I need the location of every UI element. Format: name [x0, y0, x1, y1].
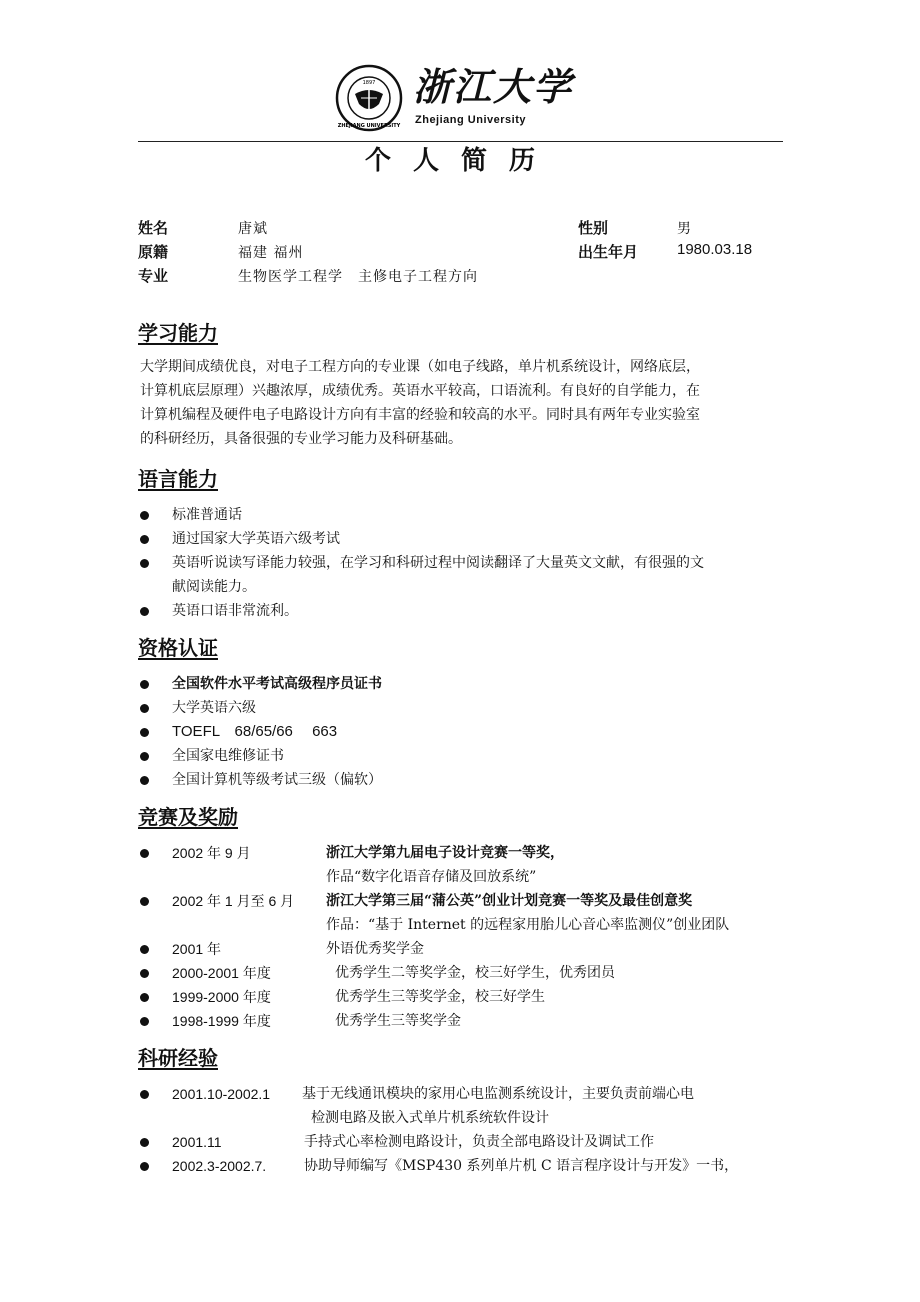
- seal-text: ZHEJIANG UNIVERSITY: [337, 123, 401, 129]
- page-title: 个人简历: [365, 146, 558, 176]
- major-label: 专业: [138, 268, 169, 285]
- bullet-icon: [140, 551, 152, 575]
- language-item: 通过国家大学英语六级考试: [172, 531, 340, 547]
- bullet-icon: [140, 985, 152, 1009]
- study-line: 大学期间成绩优良，对电子工程方向的专业课（如电子线路，单片机系统设计，网络底层，: [140, 359, 700, 375]
- study-line: 计算机编程及硬件电子电路设计方向有丰富的经验和较高的水平。同时具有两年专业实验室: [140, 407, 700, 423]
- cert-item: 全国计算机等级考试三级（偏软）: [172, 772, 382, 788]
- name-value: 唐斌: [238, 221, 268, 237]
- award-text: 优秀学生三等奖学金，校三好学生: [335, 989, 545, 1005]
- language-item: 标准普通话: [172, 507, 242, 523]
- award-date: 1998-1999 年度: [172, 1013, 271, 1029]
- bullet-icon: [140, 527, 152, 551]
- cert-item: 全国家电维修证书: [172, 748, 284, 764]
- section-heading-certs: 资格认证: [138, 638, 218, 660]
- origin-value: 福建 福州: [238, 245, 304, 261]
- bullet-icon: [140, 1154, 152, 1178]
- award-text: 优秀学生三等奖学金: [335, 1013, 461, 1029]
- award-text: 外语优秀奖学金: [326, 941, 424, 957]
- award-text: 作品：“基于 Internet 的远程家用胎儿心音心率监测仪”创业团队: [326, 917, 730, 933]
- bullet-icon: [140, 1009, 152, 1033]
- brand-english: Zhejiang University: [415, 114, 526, 126]
- award-date: 2002 年 1 月至 6 月: [172, 893, 295, 909]
- research-date: 2001.10-2002.1: [172, 1086, 271, 1102]
- university-logo: [335, 64, 585, 134]
- origin-label: 原籍: [138, 244, 169, 261]
- section-heading-study: 学习能力: [138, 323, 218, 345]
- header-rule: [138, 141, 783, 142]
- award-text: 浙江大学第三届“蒲公英”创业计划竞赛一等奖及最佳创意奖: [326, 893, 693, 909]
- award-date: 2000-2001 年度: [172, 965, 271, 981]
- bullet-icon: [140, 672, 152, 696]
- bullet-icon: [140, 720, 152, 744]
- bullet-icon: [140, 768, 152, 792]
- award-date: 1999-2000 年度: [172, 989, 271, 1005]
- bullet-icon: [140, 841, 152, 865]
- seal-year: 1897: [362, 80, 376, 86]
- award-text: 作品“数字化语音存储及回放系统”: [326, 869, 537, 885]
- bullet-icon: [140, 503, 152, 527]
- brand-chinese: 浙江大学: [413, 64, 574, 109]
- research-text: 检测电路及嵌入式单片机系统软件设计: [311, 1110, 549, 1126]
- research-date: 2001.11: [172, 1134, 222, 1150]
- university-seal-icon: [335, 64, 403, 132]
- bullet-icon: [140, 1130, 152, 1154]
- bullet-icon: [140, 1082, 152, 1106]
- award-text: 浙江大学第九届电子设计竞赛一等奖，: [326, 845, 564, 861]
- cert-item: 大学英语六级: [172, 700, 256, 716]
- gender-label: 性别: [578, 220, 609, 237]
- language-item: 英语听说读写译能力较强，在学习和科研过程中阅读翻译了大量英文文献，有很强的文: [172, 555, 704, 571]
- major-value: 生物医学工程学 主修电子工程方向: [238, 269, 478, 285]
- study-line: 的科研经历，具备很强的专业学习能力及科研基础。: [140, 431, 462, 447]
- research-text: 手持式心率检测电路设计，负责全部电路设计及调试工作: [304, 1134, 654, 1150]
- bullet-icon: [140, 937, 152, 961]
- award-date: 2001 年: [172, 941, 222, 957]
- section-heading-language: 语言能力: [138, 469, 218, 491]
- language-item-continued: 献阅读能力。: [172, 579, 256, 595]
- research-text: 基于无线通讯模块的家用心电监测系统设计，主要负责前端心电: [302, 1086, 694, 1102]
- gender-value: 男: [677, 221, 692, 237]
- birth-label: 出生年月: [578, 244, 639, 261]
- research-text: 协助导师编写《MSP430 系列单片机 C 语言程序设计与开发》一书，: [304, 1158, 739, 1174]
- bullet-icon: [140, 599, 152, 623]
- name-label: 姓名: [138, 220, 169, 237]
- bullet-icon: [140, 961, 152, 985]
- section-heading-awards: 竞赛及奖励: [138, 807, 238, 829]
- language-item: 英语口语非常流利。: [172, 603, 298, 619]
- research-date: 2002.3-2002.7.: [172, 1158, 267, 1174]
- award-date: 2002 年 9 月: [172, 845, 251, 861]
- study-paragraph: [140, 355, 790, 451]
- study-line: 计算机底层原理）兴趣浓厚，成绩优秀。英语水平较高，口语流利。有良好的自学能力，在: [140, 383, 700, 399]
- birth-value: 1980.03.18: [677, 241, 753, 258]
- section-heading-research: 科研经验: [138, 1048, 218, 1070]
- cert-item: TOEFL 68/65/66 663: [172, 723, 338, 740]
- bullet-icon: [140, 889, 152, 913]
- cert-item: 全国软件水平考试高级程序员证书: [172, 676, 382, 692]
- award-text: 优秀学生二等奖学金，校三好学生，优秀团员: [335, 965, 615, 981]
- bullet-icon: [140, 696, 152, 720]
- bullet-icon: [140, 744, 152, 768]
